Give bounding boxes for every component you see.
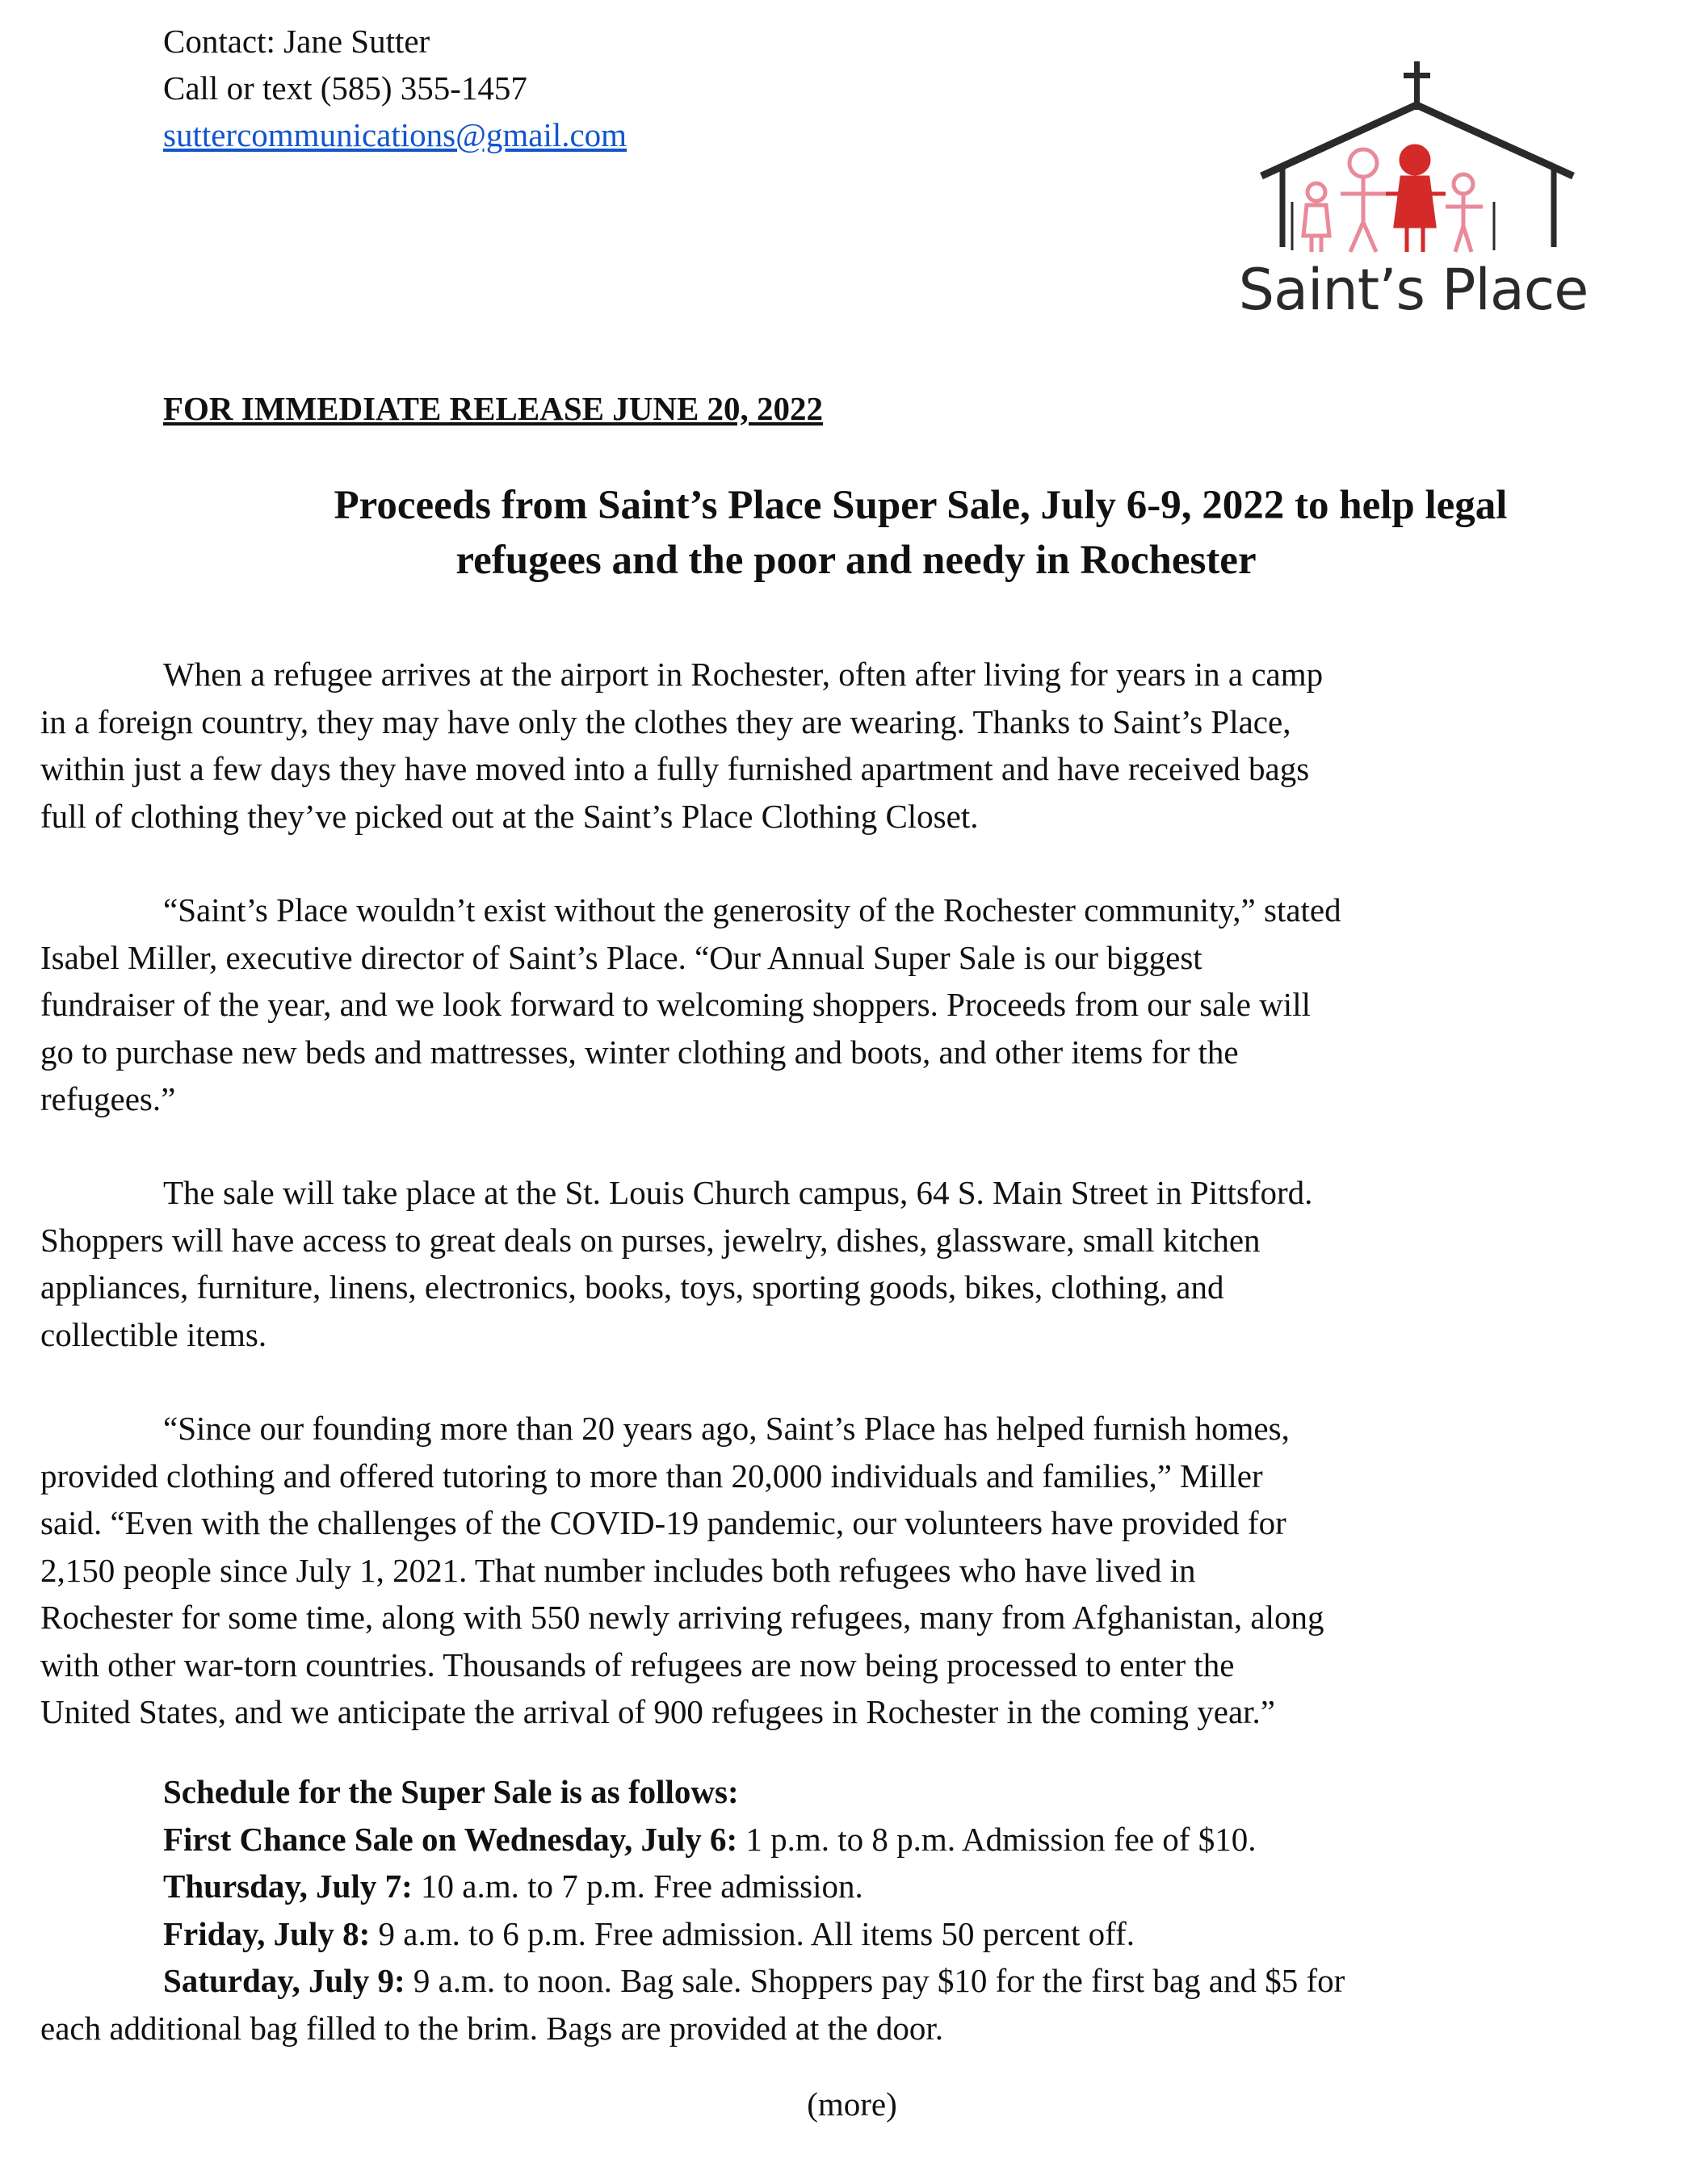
paragraph-line: Shoppers will have access to great deals on purses, jewelry, dishes, glassware, small kitchen (40, 1221, 1261, 1259)
paragraph-line: refugees.” (40, 1080, 176, 1117)
paragraph-line: The sale will take place at the St. Louis Church campus, 64 S. Main Street in Pittsford. (163, 1174, 1313, 1211)
schedule-section (40, 1768, 1672, 2052)
paragraph-line: said. “Even with the challenges of the COVID-19 pandemic, our volunteers have provided for (40, 1504, 1286, 1541)
headline (0, 478, 1704, 588)
release-date-line: FOR IMMEDIATE RELEASE JUNE 20, 2022 (163, 390, 824, 427)
paragraph-line: within just a few days they have moved into a fully furnished apartment and have received bags (40, 750, 1310, 787)
paragraph-line: go to purchase new beds and mattresses, winter clothing and boots, and other items for the (40, 1033, 1239, 1071)
headline-line-2: refugees and the poor and needy in Rochester (455, 538, 1257, 583)
paragraph-line: fundraiser of the year, and we look forward to welcoming shoppers. Proceeds from our sale will (40, 986, 1311, 1023)
paragraph-2 (40, 887, 1656, 1123)
paragraph-line: 2,150 people since July 1, 2021. That number includes both refugees who have lived in (40, 1551, 1196, 1589)
schedule-item (40, 1863, 1672, 1910)
more-indicator: (more) (807, 2085, 897, 2123)
schedule-day: Friday, July 8: (163, 1914, 371, 1952)
paragraph-line: “Since our founding more than 20 years ago, Saint’s Place has helped furnish homes, (163, 1410, 1290, 1447)
contact-block (163, 18, 627, 158)
contact-phone: Call or text (585) 355-1457 (163, 69, 527, 107)
paragraph-4 (40, 1405, 1656, 1736)
paragraph-line: provided clothing and offered tutoring to more than 20,000 individuals and families,” Miller (40, 1457, 1263, 1494)
contact-email-link[interactable]: suttercommunications@gmail.com (163, 116, 627, 153)
paragraph-line: appliances, furniture, linens, electronics, books, toys, sporting goods, bikes, clothing, and (40, 1268, 1224, 1306)
schedule-day: Thursday, July 7: (163, 1868, 413, 1905)
schedule-item (40, 1910, 1672, 1958)
schedule-day: Saturday, July 9: (163, 1962, 405, 1999)
schedule-item (40, 1957, 1672, 2005)
headline-line-1: Proceeds from Saint’s Place Super Sale, July 6-9, 2022 to help legal (334, 483, 1508, 528)
paragraph-line: Isabel Miller, executive director of Saint’s Place. “Our Annual Super Sale is our biggest (40, 938, 1202, 976)
logo-wordmark: Saint’s Place (1238, 257, 1589, 323)
paragraph-line: United States, and we anticipate the arrival of 900 refugees in Rochester in the coming year.” (40, 1693, 1275, 1730)
paragraph-line: Rochester for some time, along with 550 newly arriving refugees, many from Afghanistan, along (40, 1599, 1324, 1636)
paragraph-line: in a foreign country, they may have only the clothes they are wearing. Thanks to Saint’s Place, (40, 702, 1291, 740)
schedule-detail: 1 p.m. to 8 p.m. Admission fee of $10. (737, 1820, 1257, 1858)
schedule-detail: 10 a.m. to 7 p.m. Free admission. (412, 1868, 863, 1905)
schedule-detail: 9 a.m. to noon. Bag sale. Shoppers pay $10 for the first bag and $5 for (405, 1962, 1345, 1999)
paragraph-line: collectible items. (40, 1315, 267, 1353)
paragraph-line: When a refugee arrives at the airport in Rochester, often after living for years in a camp (163, 656, 1324, 693)
schedule-continuation: each additional bag filled to the brim. Bags are provided at the door. (40, 2009, 944, 2047)
schedule-detail: 9 a.m. to 6 p.m. Free admission. All items 50 percent off. (370, 1914, 1135, 1952)
paragraph-line: full of clothing they’ve picked out at the Saint’s Place Clothing Closet. (40, 797, 979, 835)
schedule-item (40, 1816, 1672, 1863)
paragraph-1 (40, 651, 1656, 840)
schedule-heading: Schedule for the Super Sale is as follows: (163, 1773, 739, 1810)
paragraph-line: “Saint’s Place wouldn’t exist without the generosity of the Rochester community,” stated (163, 891, 1341, 929)
contact-name: Contact: Jane Sutter (163, 23, 430, 60)
paragraph-line: with other war-torn countries. Thousands of refugees are now being processed to enter the (40, 1645, 1235, 1683)
paragraph-3 (40, 1169, 1656, 1358)
schedule-day: First Chance Sale on Wednesday, July 6: (163, 1820, 738, 1858)
